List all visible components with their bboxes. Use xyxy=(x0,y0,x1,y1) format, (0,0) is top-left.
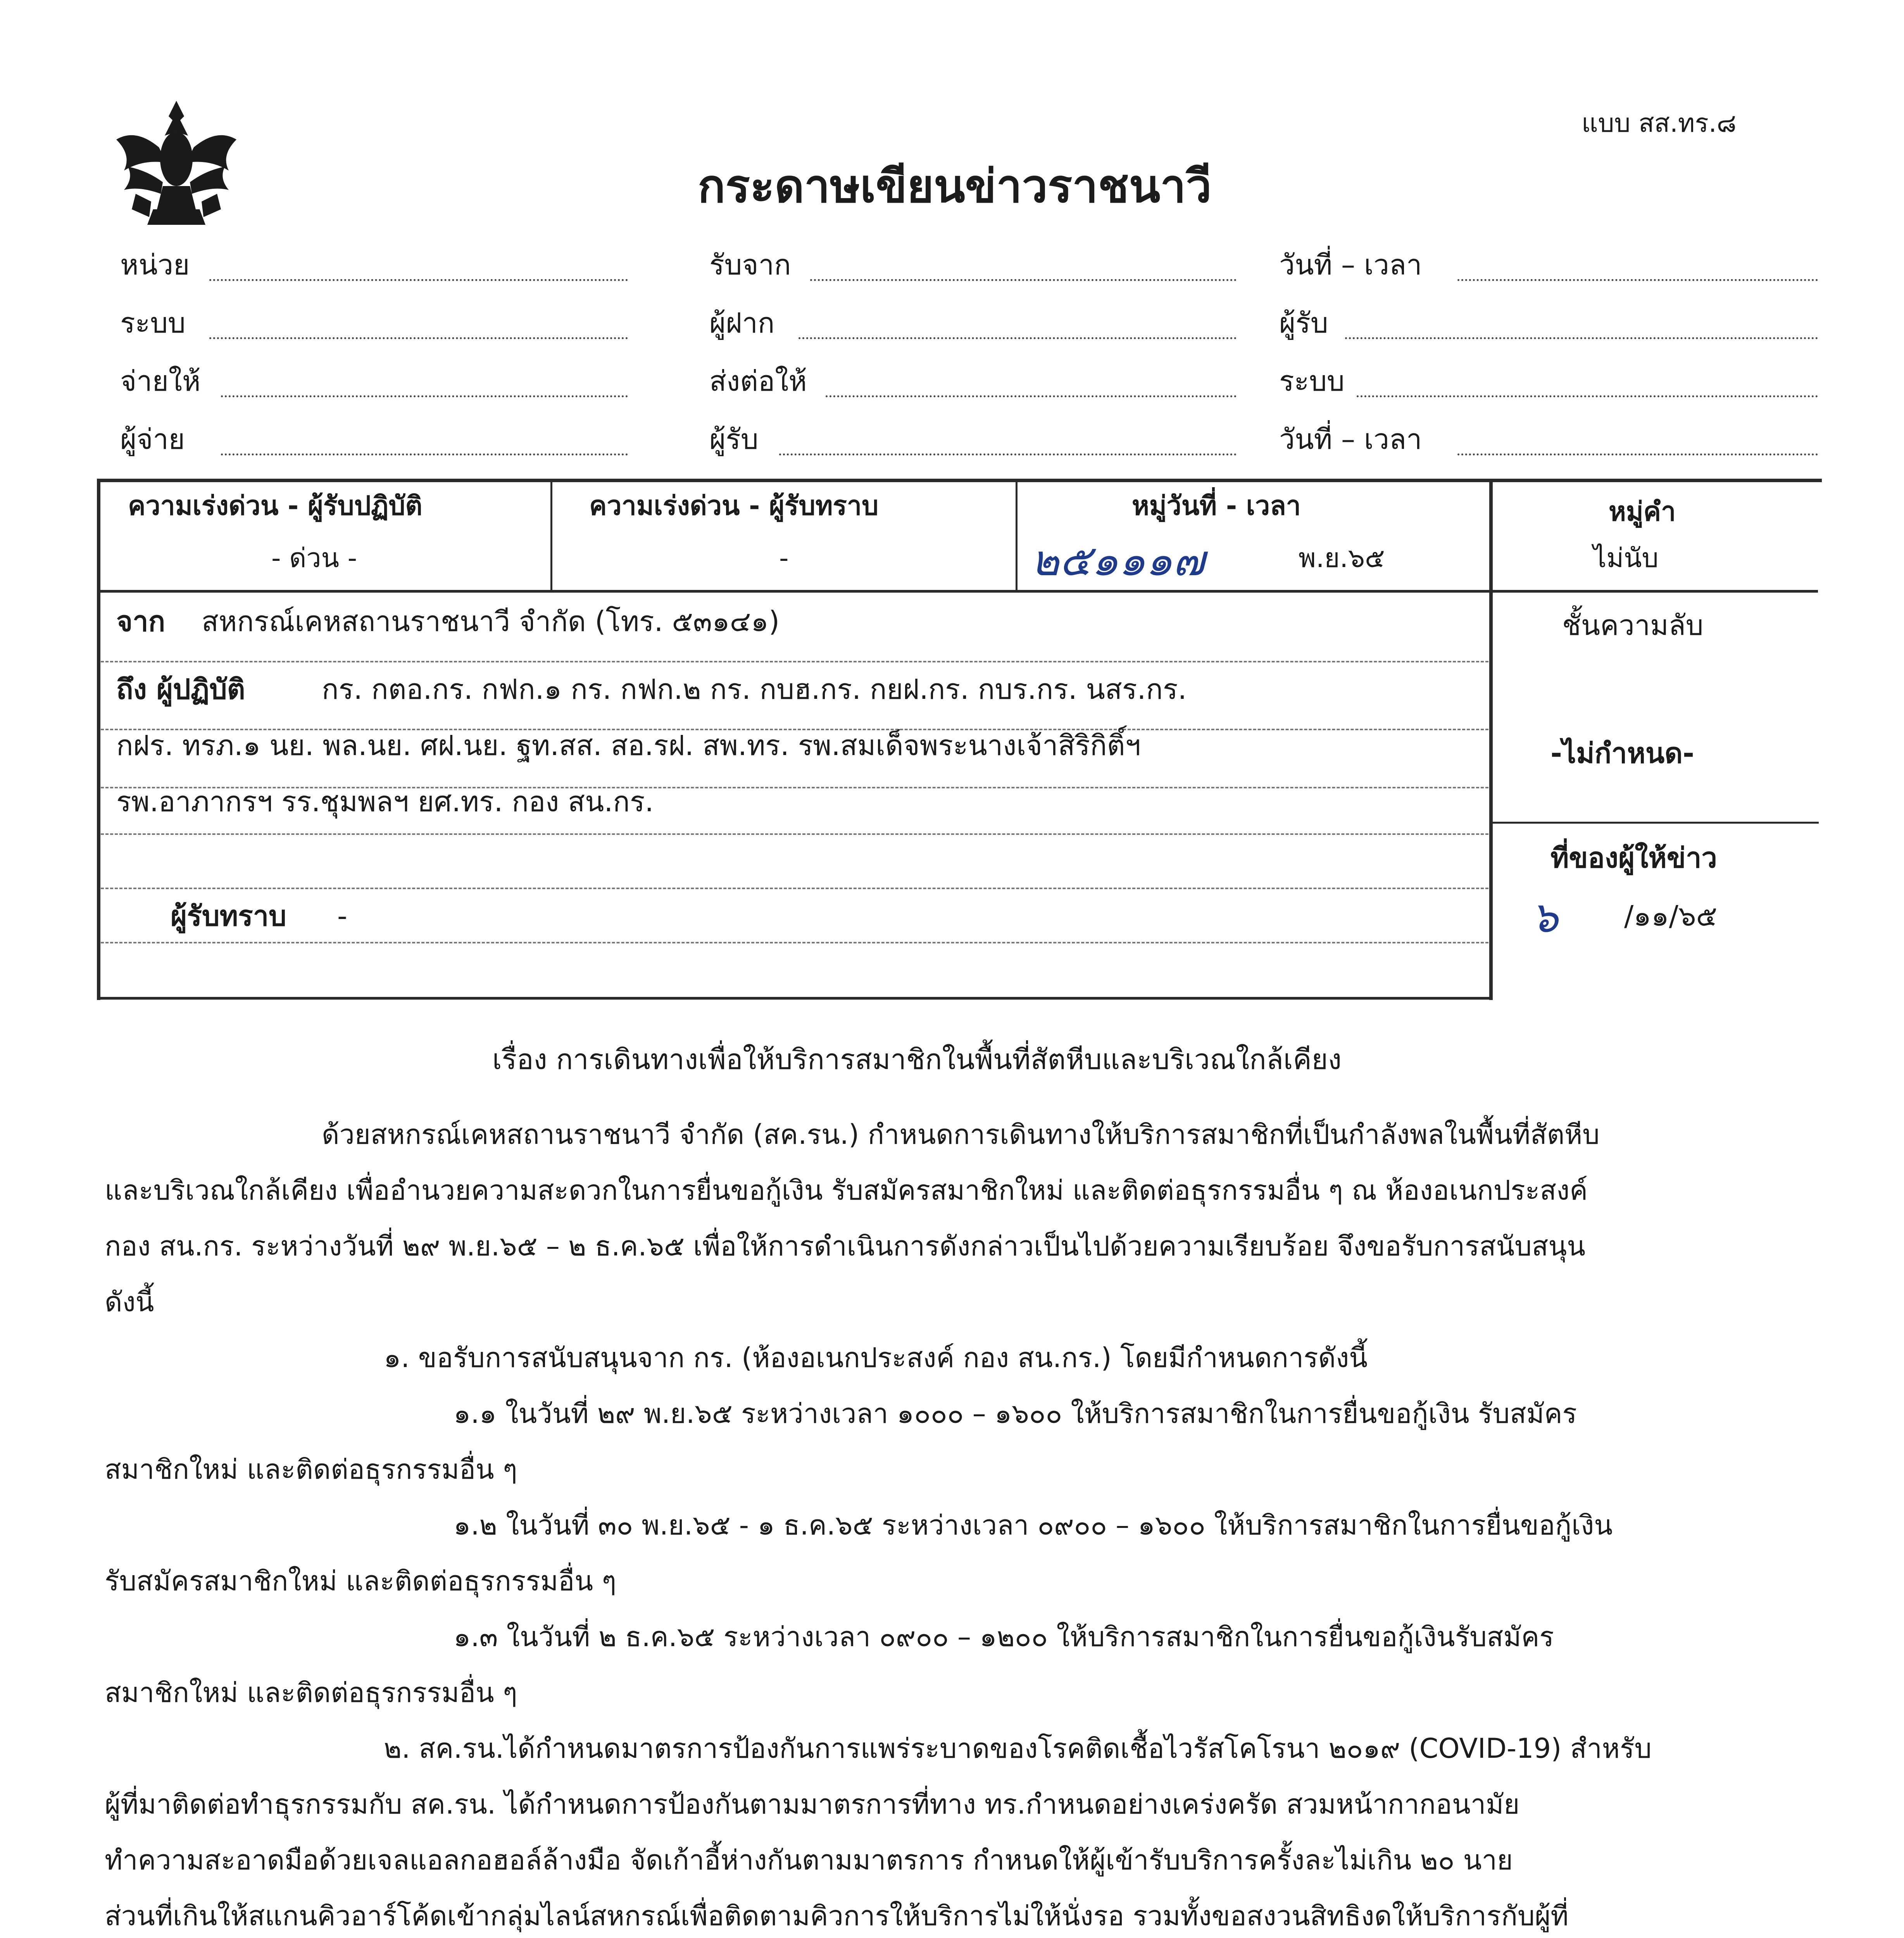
sender-ref-label: ที่ของผู้ให้ข่าว xyxy=(1550,841,1717,874)
item-2-line-2: ผู้ที่มาติดต่อทำธุรกรรมกับ สค.รน. ได้กำหนดการป้องกันตามมาตรการที่ทาง ทร.กำหนดอย่างเคร่งครัด สวมหน้ากากอนามัย xyxy=(105,1788,1520,1820)
sender-ref-value: /๑๑/๖๕ xyxy=(1624,900,1718,932)
item-1-2-line-1: ๑.๒ ในวันที่ ๓๐ พ.ย.๖๕ - ๑ ธ.ค.๖๕ ระหว่างเวลา ๐๙๐๐ – ๑๖๐๐ ให้บริการสมาชิกในการยื่นขอกู้เงิน xyxy=(454,1509,1613,1541)
info-recipients-value: - xyxy=(337,900,347,932)
garuda-emblem xyxy=(112,93,240,233)
item-2-line-3: ทำความสะอาดมือด้วยเจลแอลกอฮอล์ล้างมือ จัดเก้าอี้ห่างกันตามมาตรการ กำหนดให้ผู้เข้ารับบริการครั้งละไม่เกิน ๒๐ นาย xyxy=(105,1844,1513,1876)
field-forward-line[interactable] xyxy=(826,395,1237,397)
field-received-from-label: รับจาก xyxy=(709,248,791,281)
field-depositor-line[interactable] xyxy=(799,337,1237,339)
to-line-1: กร. กตอ.กร. กฟก.๑ กร. กฟก.๒ กร. กบฮ.กร. กยฝ.กร. กบร.กร. นสร.กร. xyxy=(322,673,1187,705)
field-recipient-line[interactable] xyxy=(1345,337,1818,339)
item-1-2-line-2: รับสมัครสมาชิกใหม่ และติดต่อธุรกรรมอื่น ๆ xyxy=(105,1565,616,1597)
to-line-2: กฝร. ทรภ.๑ นย. พล.นย. ศฝ.นย. ฐท.สส. สอ.รฝ. สพ.ทร. รพ.สมเด็จพระนางเจ้าสิริกิติ์ฯ xyxy=(116,729,1141,762)
field-datetime2-line[interactable] xyxy=(1457,453,1818,455)
from-value: สหกรณ์เคหสถานราชนาวี จำกัด (โทร. ๕๓๑๔๑) xyxy=(202,605,780,638)
item-1-3-line-2: สมาชิกใหม่ และติดต่อธุรกรรมอื่น ๆ xyxy=(105,1677,517,1709)
item-1-1-line-1: ๑.๑ ในวันที่ ๒๙ พ.ย.๖๕ ระหว่างเวลา ๑๐๐๐ – ๑๖๐๐ ให้บริการสมาชิกในการยื่นขอกู้เงิน รับสมัคร xyxy=(454,1398,1577,1429)
from-label: จาก xyxy=(116,605,166,638)
to-line-3: รพ.อาภากรฯ รร.ชุมพลฯ ยศ.ทร. กอง สน.กร. xyxy=(116,785,654,818)
intro-line-3: กอง สน.กร. ระหว่างวันที่ ๒๙ พ.ย.๖๕ – ๒ ธ.ค.๖๕ เพื่อให้การดำเนินการดังกล่าวเป็นไปด้วยความเรียบร้อย จึงขอรับการสนับสนุน xyxy=(105,1230,1586,1262)
item-2-line-4: ส่วนที่เกินให้สแกนคิวอาร์โค้ดเข้ากลุ่มไลน์สหกรณ์เพื่อติดตามคิวการให้บริการไม่ให้นั่งรอ รวมทั้งขอสงวนสิทธิงดให้บริการกับผู้ที่ xyxy=(105,1900,1569,1932)
datetime-group-month: พ.ย.๖๕ xyxy=(1299,543,1385,574)
field-datetime-line[interactable] xyxy=(1457,279,1818,281)
item-1-3-line-1: ๑.๓ ในวันที่ ๒ ธ.ค.๖๕ ระหว่างเวลา ๐๙๐๐ – ๑๒๐๐ ให้บริการสมาชิกในการยื่นขอกู้เงินรับสมัคร xyxy=(454,1621,1554,1653)
priority-action-header: ความเร่งด่วน - ผู้รับปฏิบัติ xyxy=(128,491,423,521)
word-count-header: หมู่คำ xyxy=(1609,497,1676,527)
intro-line-2: และบริเวณใกล้เคียง เพื่ออำนวยความสะดวกในการยื่นขอกู้เงิน รับสมัครสมาชิกใหม่ และติดต่อธุรกรรมอื่น ๆ ณ ห้องอเนกประสงค์ xyxy=(105,1174,1588,1206)
field-unit-label: หน่วย xyxy=(120,248,190,281)
info-recipients-label: ผู้รับทราบ xyxy=(171,900,286,932)
field-receiver-label: ผู้รับ xyxy=(709,423,759,455)
field-unit-line[interactable] xyxy=(209,279,628,281)
word-count-value: ไม่นับ xyxy=(1593,543,1659,574)
field-depositor-label: ผู้ฝาก xyxy=(709,307,775,339)
field-recipient-label: ผู้รับ xyxy=(1279,307,1328,339)
body-text xyxy=(105,1107,1802,1938)
field-datetime2-label: วันที่ – เวลา xyxy=(1279,423,1422,455)
to-label: ถึง ผู้ปฏิบัติ xyxy=(116,673,245,705)
field-system2-line[interactable] xyxy=(1357,395,1818,397)
field-received-from-line[interactable] xyxy=(810,279,1237,281)
subject: เรื่อง การเดินทางเพื่อให้บริการสมาชิกในพื้นที่สัตหีบและบริเวณใกล้เคียง xyxy=(492,1043,1342,1076)
field-system-line[interactable] xyxy=(209,337,628,339)
field-payer-line[interactable] xyxy=(221,453,628,455)
field-datetime-label: วันที่ – เวลา xyxy=(1279,248,1422,281)
priority-action-value: - ด่วน - xyxy=(271,543,357,574)
form-title: กระดาษเขียนข่าวราชนาวี xyxy=(698,159,1212,213)
priority-info-value: - xyxy=(779,543,789,574)
classification-label: ชั้นความลับ xyxy=(1562,609,1704,641)
field-system-label: ระบบ xyxy=(120,307,186,339)
intro-line-4: ดังนี้ xyxy=(105,1286,154,1318)
field-forward-label: ส่งต่อให้ xyxy=(709,365,807,397)
item-1: ๑. ขอรับการสนับสนุนจาก กร. (ห้องอเนกประสงค์ กอง สน.กร.) โดยมีกำหนดการดังนี้ xyxy=(384,1342,1368,1374)
item-1-1-line-2: สมาชิกใหม่ และติดต่อธุรกรรมอื่น ๆ xyxy=(105,1454,517,1485)
form-code: แบบ สส.ทร.๘ xyxy=(1581,108,1737,138)
sender-ref-handwritten: ๖ xyxy=(1531,892,1558,942)
priority-info-header: ความเร่งด่วน - ผู้รับทราบ xyxy=(589,491,879,521)
item-2-line-1: ๒. สค.รน.ได้กำหนดมาตรการป้องกันการแพร่ระบาดของโรคติดเชื้อไวรัสโคโรนา ๒๐๑๙ (COVID-19) สำหรับ xyxy=(384,1733,1652,1764)
field-payto-line[interactable] xyxy=(221,395,628,397)
field-system2-label: ระบบ xyxy=(1279,365,1345,397)
classification-value: -ไม่กำหนด- xyxy=(1550,737,1694,769)
datetime-group-header: หมู่วันที่ - เวลา xyxy=(1132,491,1301,521)
field-payer-label: ผู้จ่าย xyxy=(120,423,185,455)
datetime-group-handwritten: ๒๕๑๑๑๗ xyxy=(1031,536,1205,585)
field-payto-label: จ่ายให้ xyxy=(120,365,201,397)
field-receiver-line[interactable] xyxy=(779,453,1237,455)
intro-line-1: ด้วยสหกรณ์เคหสถานราชนาวี จำกัด (สค.รน.) กำหนดการเดินทางให้บริการสมาชิกที่เป็นกำลังพลในพื้นที่สัตหีบ xyxy=(322,1119,1600,1150)
